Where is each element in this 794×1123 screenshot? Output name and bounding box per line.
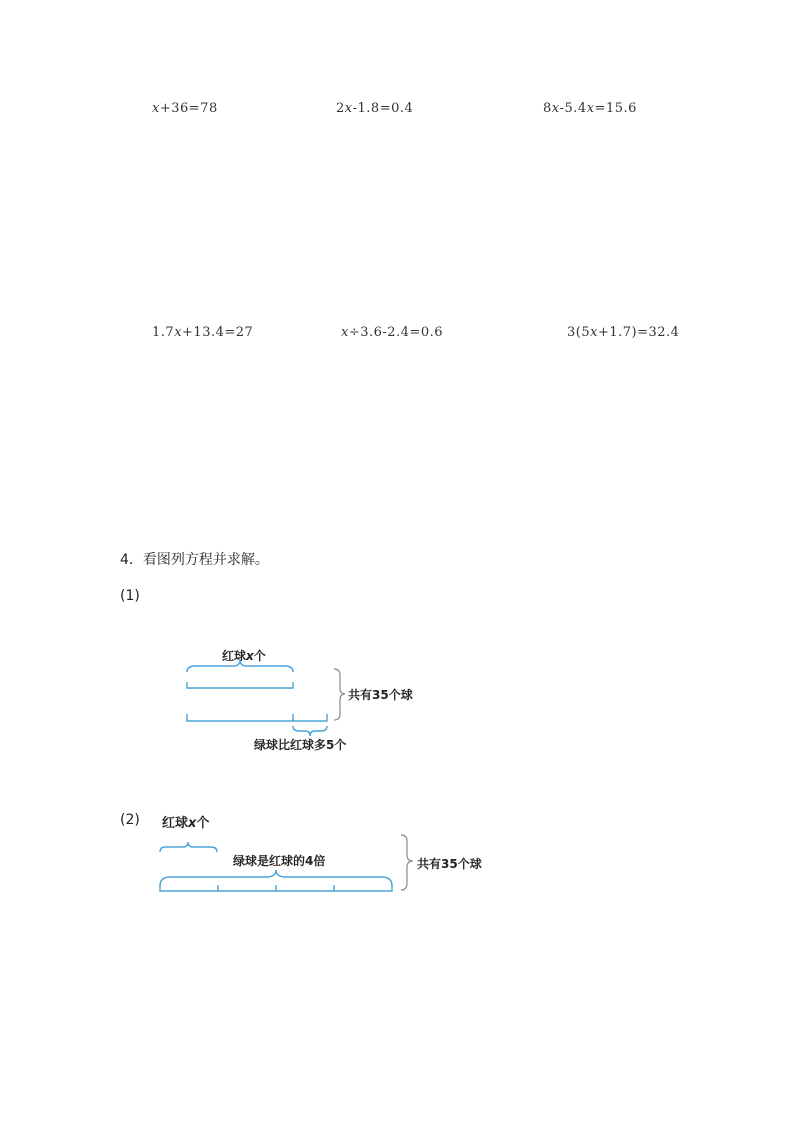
part-2-label: (2) (120, 812, 140, 828)
equation-2: 2x-1.8=0.4 (336, 101, 414, 116)
part-1-total-label: 共有35个球 (348, 688, 413, 702)
equation-3: 8x-5.4x=15.6 (543, 101, 637, 116)
equation-4: 1.7x+13.4=27 (152, 325, 254, 340)
part-2-total-label: 共有35个球 (417, 857, 482, 871)
part-1-red-label: 红球x个 (222, 649, 266, 663)
equation-6: 3(5x+1.7)=32.4 (567, 325, 680, 340)
equation-5: x÷3.6-2.4=0.6 (341, 325, 444, 340)
part-2-red-brace (160, 842, 217, 852)
question-text: 看图列方程并求解。 (142, 552, 269, 568)
part-2-green-brace (160, 870, 392, 886)
equation-1: x+36=78 (152, 101, 218, 116)
part-2-green-label: 绿球是红球的4倍 (233, 854, 326, 868)
part-2-red-label: 红球x个 (162, 816, 210, 831)
question-number: 4． (120, 552, 143, 568)
part-1-green-label: 绿球比红球多5个 (254, 738, 347, 752)
part-1-label: (1) (120, 588, 140, 604)
part-2-total-brace (401, 835, 413, 890)
